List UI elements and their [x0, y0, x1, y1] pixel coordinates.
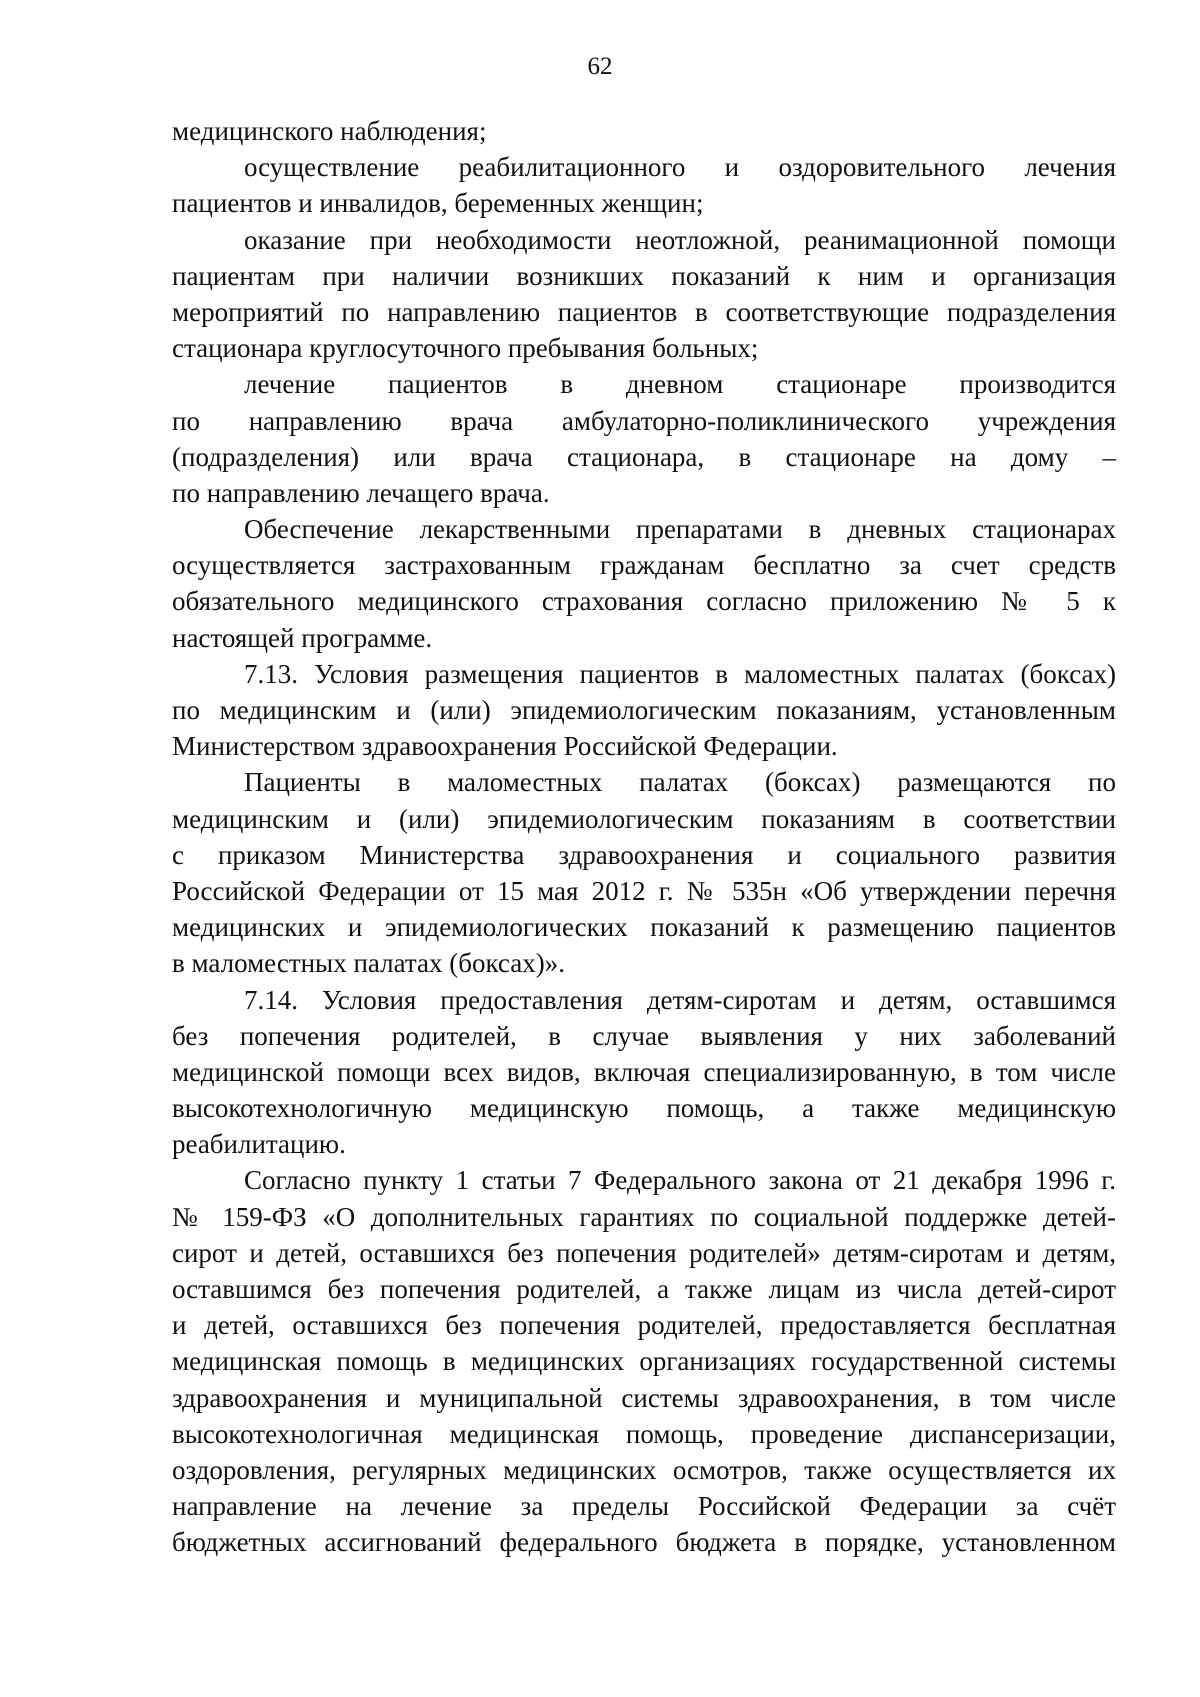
text-line: по направлению врача амбулаторно-поликлинического учреждения — [172, 405, 1116, 436]
text-line: медицинским и (или) эпидемиологическим показаниям в соответствии — [172, 803, 1116, 834]
text-line: высокотехнологичную медицинскую помощь, а также медицинскую — [172, 1093, 1116, 1124]
text-line: пациентов и инвалидов, беременных женщин; — [172, 188, 704, 219]
text-line: пациентам при наличии возникших показаний к ним и организация — [172, 260, 1116, 291]
text-line: Министерством здравоохранения Российской Федерации. — [172, 731, 838, 762]
text-line: (подразделения) или врача стационара, в стационаре на дому – — [172, 441, 1116, 472]
text-line: Российской Федерации от 15 мая 2012 г. № 535н «Об утверждении перечня — [172, 875, 1116, 906]
text-line: по медицинским и (или) эпидемиологическим показаниям, установленным — [172, 695, 1116, 725]
text-line: настоящей программе. — [172, 622, 433, 653]
text-line: оставшимся без попечения родителей, а также лицам из числа детей-сирот — [172, 1274, 1116, 1304]
text-line: в маломестных палатах (боксах)». — [172, 948, 565, 979]
page-number: 62 — [587, 53, 613, 80]
text-line: направление на лечение за пределы Российской Федерации за счёт — [172, 1491, 1116, 1522]
text-line: бюджетных ассигнований федерального бюджета в порядке, установленном — [172, 1527, 1116, 1558]
text-line: медицинская помощь в медицинских организациях государственной системы — [172, 1346, 1116, 1377]
text-line: осуществление реабилитационного и оздоровительного лечения — [244, 152, 1116, 183]
text-line: Согласно пункту 1 статьи 7 Федерального закона от 21 декабря 1996 г. — [244, 1165, 1116, 1196]
text-line: 7.14. Условия предоставления детям-сиротам и детям, оставшимся — [244, 984, 1116, 1015]
text-line: осуществляется застрахованным гражданам бесплатно за счет средств — [172, 550, 1116, 581]
text-line: по направлению лечащего врача. — [172, 477, 550, 508]
document-body — [172, 113, 1116, 1561]
text-line: № 159-ФЗ «О дополнительных гарантиях по социальной поддержке детей- — [172, 1201, 1116, 1232]
text-line: медицинских и эпидемиологических показаний к размещению пациентов — [172, 912, 1116, 943]
text-line: стационара круглосуточного пребывания больных; — [172, 333, 759, 364]
text-line: Пациенты в маломестных палатах (боксах) размещаются по — [244, 767, 1116, 798]
text-line: реабилитацию. — [172, 1129, 346, 1160]
text-line: и детей, оставшихся без попечения родителей, предоставляется бесплатная — [172, 1310, 1116, 1341]
text-line: с приказом Министерства здравоохранения и социального развития — [172, 839, 1116, 870]
text-line: медицинской помощи всех видов, включая специализированную, в том числе — [172, 1056, 1116, 1087]
text-line: сирот и детей, оставшихся без попечения родителей» детям-сиротам и детям, — [172, 1237, 1116, 1268]
text-line: без попечения родителей, в случае выявления у них заболеваний — [172, 1020, 1116, 1051]
text-line: высокотехнологичная медицинская помощь, проведение диспансеризации, — [172, 1418, 1116, 1449]
text-line: медицинского наблюдения; — [172, 116, 487, 146]
text-line: 7.13. Условия размещения пациентов в маломестных палатах (боксах) — [244, 658, 1116, 689]
text-line: обязательного медицинского страхования согласно приложению № 5 к — [172, 586, 1116, 617]
text-line: Обеспечение лекарственными препаратами в дневных стационарах — [244, 514, 1116, 545]
text-line: здравоохранения и муниципальной системы здравоохранения, в том числе — [172, 1382, 1116, 1413]
text-line: оздоровления, регулярных медицинских осмотров, также осуществляется их — [172, 1454, 1116, 1485]
text-line: лечение пациентов в дневном стационаре производится — [244, 369, 1116, 400]
text-line: мероприятий по направлению пациентов в соответствующие подразделения — [172, 296, 1116, 327]
text-line: оказание при необходимости неотложной, реанимационной помощи — [244, 224, 1116, 255]
